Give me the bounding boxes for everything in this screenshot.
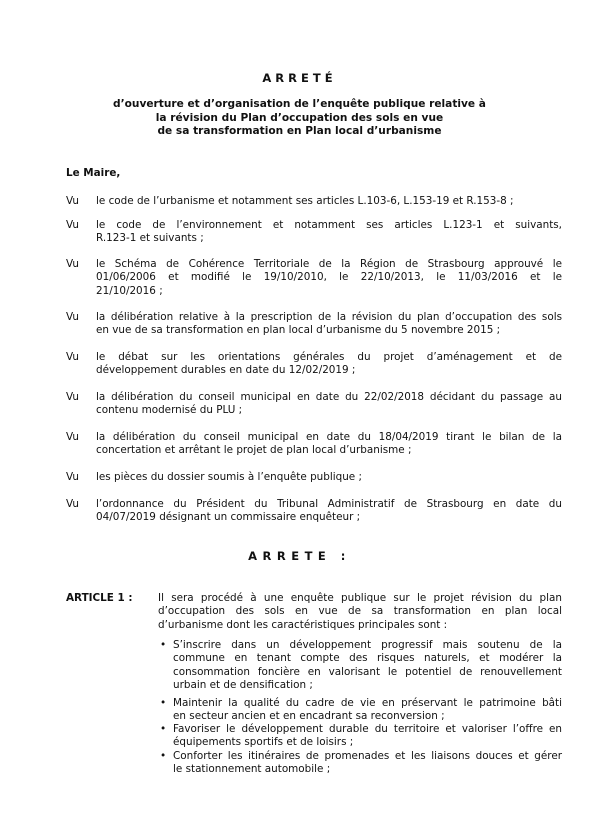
bullet-icon: • (160, 697, 167, 709)
bullet-icon: • (160, 750, 167, 762)
vu-text-line: la délibération du conseil municipal en date du 22/02/2018 décidant du passage au (96, 391, 562, 403)
bullet-text-line: équipements sportifs et de loisirs ; (173, 736, 354, 749)
vu-text (96, 195, 562, 208)
document-title: ARRETÉ (262, 71, 337, 85)
article-1-line: d’occupation des sols en vue de sa transformation en plan local (158, 605, 562, 618)
vu-text-line: les pièces du dossier soumis à l’enquête publique ; (96, 471, 363, 483)
bullet-text (173, 697, 562, 724)
bullet-text-line: consommation foncière en valorisant le potentiel de renouvellement (173, 665, 562, 678)
maire-heading: Le Maire, (66, 167, 121, 179)
vu-text (96, 351, 562, 378)
vu-label: Vu (66, 431, 79, 443)
subtitle-line: la révision du Plan d’occupation des sols en vue (155, 111, 444, 124)
vu-text (96, 311, 562, 338)
arrete-heading: ARRETE : (248, 549, 351, 563)
article-1-line: Il sera procédé à une enquête publique sur le projet révision du plan (158, 592, 562, 604)
document-subtitle (0, 98, 599, 139)
vu-label: Vu (66, 391, 79, 403)
bullet-text-line: S’inscrire dans un développement progressif mais soutenu de la (173, 639, 562, 651)
vu-label: Vu (66, 195, 79, 207)
bullet-text (173, 750, 562, 777)
bullet-text-line: Maintenir la qualité du cadre de vie en préservant le patrimoine bâti (173, 697, 562, 709)
vu-text-line: développement durables en date du 12/02/2019 ; (96, 364, 356, 377)
bullet-icon: • (160, 639, 167, 651)
bullet-text-line: commune en tenant compte des risques naturels, et modérer la (173, 652, 562, 665)
article-1-text (158, 592, 562, 632)
vu-text-line: 04/07/2019 désignant un commissaire enquêteur ; (96, 511, 361, 524)
vu-label: Vu (66, 471, 79, 483)
article-1-line: d’urbanisme dont les caractéristiques principales sont : (158, 618, 448, 631)
article-1-label: ARTICLE 1 : (66, 592, 133, 604)
bullet-text (173, 639, 562, 693)
vu-text-line: contenu modernisé du PLU ; (96, 404, 243, 417)
bullet-icon: • (160, 723, 167, 735)
vu-text-line: le Schéma de Cohérence Territoriale de la Région de Strasbourg approuvé le (96, 258, 562, 270)
vu-text (96, 219, 562, 246)
vu-text (96, 431, 562, 458)
vu-text-line: 01/06/2006 et modifié le 19/10/2010, le 22/10/2013, le 11/03/2016 et le (96, 271, 562, 284)
vu-text (96, 471, 562, 484)
bullet-text (173, 723, 562, 750)
vu-text-line: l’ordonnance du Président du Tribunal Administratif de Strasbourg en date du (96, 498, 562, 510)
vu-label: Vu (66, 258, 79, 270)
bullet-text-line: Favoriser le développement durable du territoire et valoriser l’offre en (173, 723, 562, 735)
vu-label: Vu (66, 351, 79, 363)
vu-text-line: le code de l’environnement et notamment ses articles L.123-1 et suivants, (96, 219, 562, 231)
vu-label: Vu (66, 311, 79, 323)
bullet-text-line: Conforter les itinéraires de promenades et les liaisons douces et gérer (173, 750, 562, 762)
vu-text-line: la délibération du conseil municipal en date du 18/04/2019 tirant le bilan de la (96, 431, 562, 443)
vu-text-line: concertation et arrêtant le projet de plan local d’urbanisme ; (96, 444, 412, 457)
vu-label: Vu (66, 498, 79, 510)
bullet-text-line: en secteur ancien et en encadrant sa reconversion ; (173, 710, 445, 723)
subtitle-line: d’ouverture et d’organisation de l’enquête publique relative à (113, 98, 486, 110)
vu-text (96, 258, 562, 298)
vu-label: Vu (66, 219, 79, 231)
bullet-text-line: urbain et de densification ; (173, 679, 313, 692)
vu-text-line: R.123-1 et suivants ; (96, 232, 204, 245)
vu-text (96, 391, 562, 418)
subtitle-line: de sa transformation en Plan local d’urbanisme (157, 125, 442, 138)
vu-text-line: la délibération relative à la prescription de la révision du plan d’occupation des sols (96, 311, 562, 323)
vu-text-line: le code de l’urbanisme et notamment ses articles L.103-6, L.153-19 et R.153-8 ; (96, 195, 514, 207)
bullet-text-line: le stationnement automobile ; (173, 763, 331, 776)
vu-text-line: 21/10/2016 ; (96, 284, 163, 297)
vu-text-line: en vue de sa transformation en plan local d’urbanisme du 5 novembre 2015 ; (96, 324, 501, 337)
vu-text-line: le débat sur les orientations générales du projet d’aménagement et de (96, 351, 562, 363)
vu-text (96, 498, 562, 525)
